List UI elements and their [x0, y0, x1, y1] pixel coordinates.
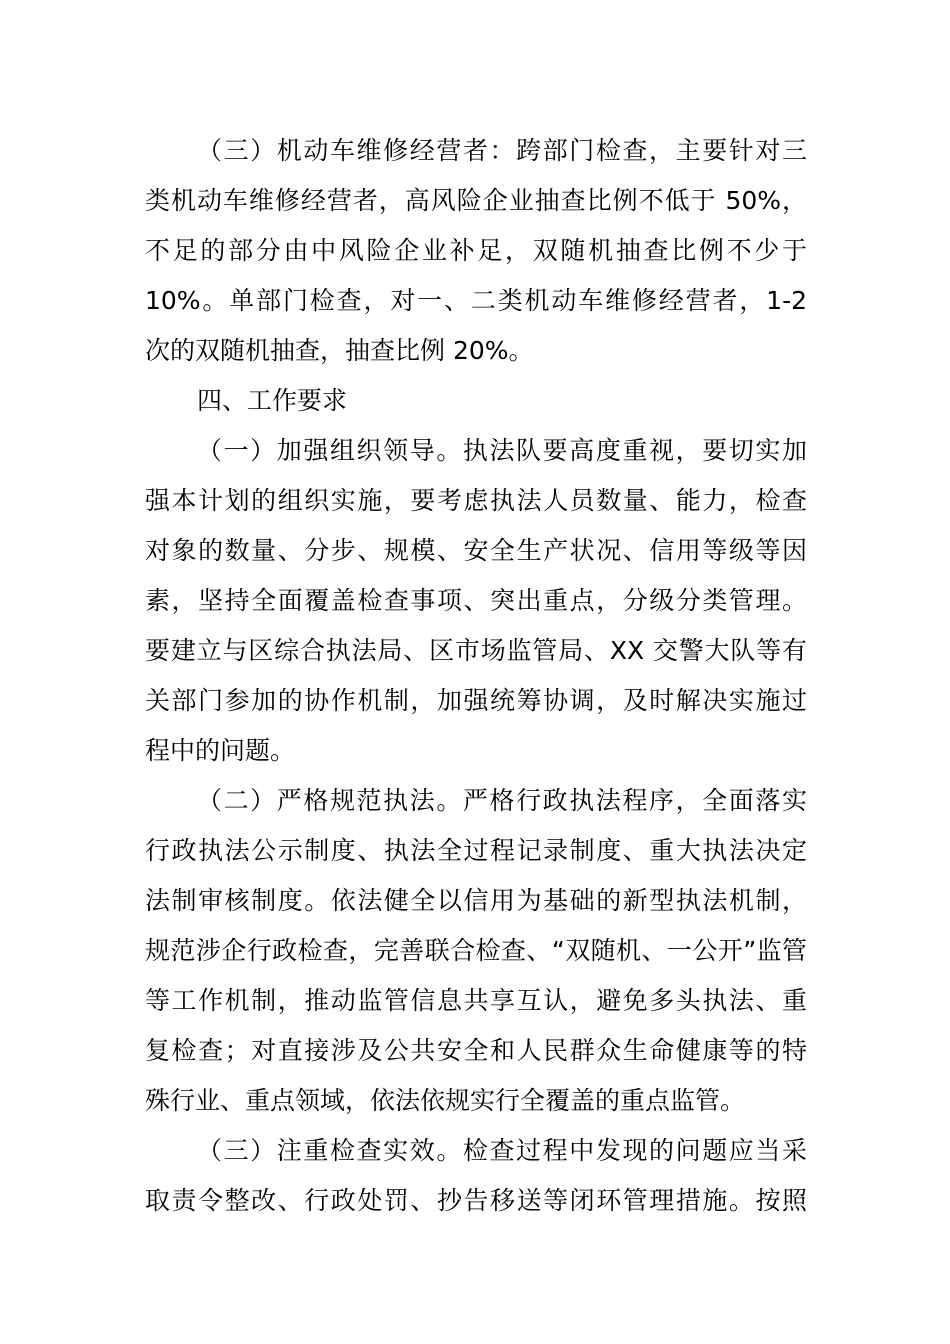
paragraph-line: 取责令整改、行政处罚、抄告移送等闭环管理措施。按照: [145, 1186, 807, 1215]
paragraph-line: 行政执法公示制度、执法全过程记录制度、重大执法决定: [145, 836, 807, 865]
document-body: [145, 126, 807, 1226]
paragraph-line: （一）加强组织领导。执法队要高度重视，要切实加: [197, 436, 807, 465]
paragraph-line: 次的双随机抽查，抽查比例 20%。: [145, 336, 534, 365]
paragraph-line: 不足的部分由中风险企业补足，双随机抽查比例不少于: [145, 236, 807, 265]
paragraph-line: 复检查；对直接涉及公共安全和人民群众生命健康等的特: [145, 1036, 807, 1065]
paragraph-line: 10%。单部门检查，对一、二类机动车维修经营者，1-2: [145, 286, 807, 315]
paragraph-line: 类机动车维修经营者，高风险企业抽查比例不低于 50%，: [145, 186, 807, 215]
paragraph-line: 素，坚持全面覆盖检查事项、突出重点，分级分类管理。: [145, 586, 807, 615]
paragraph-line: 要建立与区综合执法局、区市场监管局、XX 交警大队等有: [145, 636, 807, 665]
paragraph-line: 规范涉企行政检查，完善联合检查、“双随机、一公开”监管: [145, 936, 807, 965]
paragraph-line: 等工作机制，推动监管信息共享互认，避免多头执法、重: [145, 986, 807, 1015]
paragraph-line: 对象的数量、分步、规模、安全生产状况、信用等级等因: [145, 536, 807, 565]
paragraph-line: （三）机动车维修经营者：跨部门检查，主要针对三: [197, 136, 807, 165]
paragraph-line: 强本计划的组织实施，要考虑执法人员数量、能力，检查: [145, 486, 807, 515]
paragraph-line: （三）注重检查实效。检查过程中发现的问题应当采: [197, 1136, 807, 1165]
paragraph-line: 关部门参加的协作机制，加强统筹协调，及时解决实施过: [145, 686, 807, 715]
paragraph-line: （二）严格规范执法。严格行政执法程序，全面落实: [197, 786, 807, 815]
paragraph-line: 法制审核制度。依法健全以信用为基础的新型执法机制，: [145, 886, 807, 915]
paragraph-line: 程中的问题。: [145, 736, 296, 765]
section-heading: 四、工作要求: [197, 386, 348, 415]
paragraph-line: 殊行业、重点领域，依法依规实行全覆盖的重点监管。: [145, 1086, 746, 1115]
